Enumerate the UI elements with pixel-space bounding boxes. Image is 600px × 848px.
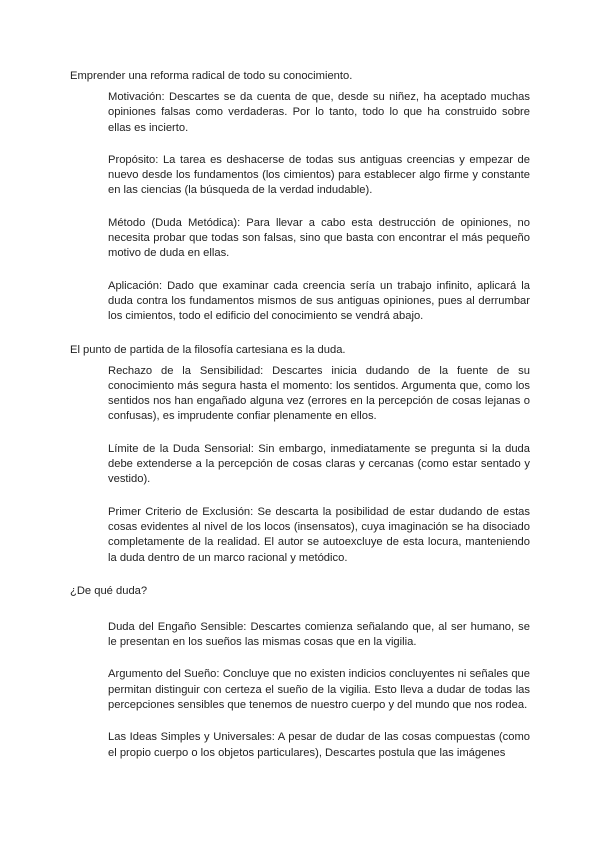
- section-title: Emprender una reforma radical de todo su conocimiento.: [70, 70, 353, 82]
- paragraph-engano-sensible: Duda del Engaño Sensible: Descartes comienza señalando que, al ser humano, se le presentan en los sueños las mismas cosas que en la vigilia.: [108, 620, 530, 649]
- section-punto-de-partida: [70, 342, 530, 566]
- section-title: ¿De qué duda?: [70, 584, 148, 597]
- paragraph-primer-criterio: Primer Criterio de Exclusión: Se descarta la posibilidad de estar dudando de estas cosas evidentes al nivel de los locos (insensatos), cuya imaginación se ha disociado completamente de la realidad. El autor se autoexcluye de esta locura, manteniendo la duda dentro de un marco racional y metódico.: [108, 505, 530, 564]
- paragraph-ideas-simples: Las Ideas Simples y Universales: A pesar de dudar de las cosas compuestas (como el propio cuerpo o los objetos particulares), Descartes postula que las imágenes: [108, 731, 530, 759]
- paragraph-rechazo-sensibilidad: Rechazo de la Sensibilidad: Descartes inicia dudando de la fuente de su conocimiento más segura hasta el momento: los sentidos. Argumenta que, como los sentidos nos han engañado alguna vez (errores en la percepción de cosas lejanas o confusas), es imprudente confiar plenamente en ellos.: [108, 364, 530, 423]
- paragraph-metodo: Método (Duda Metódica): Para llevar a cabo esta destrucción de opiniones, no necesita probar que todas son falsas, sino que basta con encontrar el más pequeño motivo de duda en ellas.: [108, 216, 530, 260]
- paragraph-argumento-sueno: Argumento del Sueño: Concluye que no existen indicios concluyentes ni señales que permitan distinguir con certeza el sueño de la vigilia. Esto lleva a dudar de todas las percepciones sensibles que tenemos de nuestro cuerpo y del mundo que nos rodea.: [108, 668, 530, 712]
- section-reforma: [70, 68, 530, 325]
- paragraph-limite-duda-sensorial: Límite de la Duda Sensorial: Sin embargo, inmediatamente se pregunta si la duda debe extenderse a la percepción de cosas claras y cercanas (como estar sentado y vestido).: [108, 442, 530, 486]
- paragraph-aplicacion: Aplicación: Dado que examinar cada creencia sería un trabajo infinito, aplicará la duda contra los fundamentos mismos de sus antiguas opiniones, pues al derrumbar los cimientos, todo el edificio del conocimiento se vendrá abajo.: [108, 279, 530, 323]
- section-title: El punto de partida de la filosofía cartesiana es la duda.: [70, 343, 346, 356]
- paragraph-proposito: Propósito: La tarea es deshacerse de todas sus antiguas creencias y empezar de nuevo desde los fundamentos (los cimientos) para establecer algo firme y constante en las ciencias (la búsqueda de la verdad indudable).: [108, 153, 530, 197]
- paragraph-motivacion: Motivación: Descartes se da cuenta de que, desde su niñez, ha aceptado muchas opiniones falsas como verdaderas. Por lo tanto, todo lo que ha construido sobre ellas es incierto.: [108, 91, 530, 134]
- section-de-que-duda: [70, 583, 530, 761]
